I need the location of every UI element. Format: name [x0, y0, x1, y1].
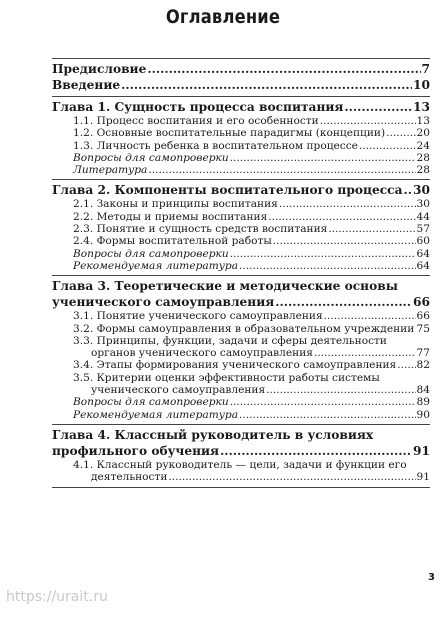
chapter-title: [52, 182, 430, 198]
leader-dots: [230, 396, 416, 408]
chapter-title: [52, 278, 430, 310]
chapter-title-line: [52, 99, 430, 115]
toc-chapter: [52, 180, 430, 276]
toc-subentry-line: [73, 198, 430, 210]
toc-subentry-line: [73, 396, 430, 408]
leader-dots: [273, 235, 416, 247]
toc-entry-page: 7: [421, 62, 430, 76]
toc-subentry: [52, 409, 430, 421]
toc-subentry: [52, 310, 430, 322]
leader-dots: [230, 248, 416, 260]
toc-subentry-page: 20: [416, 127, 430, 140]
watermark: https://urait.ru: [6, 589, 108, 605]
chapter-title-page: 66: [413, 295, 430, 310]
leader-dots: [275, 294, 412, 310]
toc-subentry-text: Литература: [73, 164, 148, 177]
chapter-title-page: 13: [413, 100, 430, 114]
toc-subentry: [52, 140, 430, 152]
toc-subentry-page: 57: [416, 223, 430, 236]
chapter-title-page: 30: [413, 183, 430, 198]
toc-subentry-page: 30: [416, 198, 430, 211]
toc-subentry-page: 66: [416, 310, 430, 323]
leader-dots: [239, 260, 416, 272]
toc-subentry: [52, 235, 430, 247]
toc-subentry-line: [73, 359, 430, 371]
leader-dots: [404, 182, 413, 198]
leader-dots: [324, 310, 416, 322]
toc-subentry: [52, 198, 430, 210]
toc-subentry-text: 3.1. Понятие ученического самоуправления: [73, 310, 323, 323]
toc-subentry-page: 24: [416, 139, 430, 152]
toc-subentry-line: [73, 310, 430, 322]
leader-dots: [168, 471, 415, 483]
toc-subentry-text: 2.4. Формы воспитательной работы: [73, 235, 272, 248]
chapter-title-text: Глава 4. Классный руководитель в условиях: [52, 427, 374, 442]
leader-dots: [314, 347, 416, 359]
toc-entry-text: Предисловие: [52, 62, 147, 76]
toc-subentry-page: 28: [416, 164, 430, 177]
toc-subentry: [52, 211, 430, 223]
toc-subentry-line: [73, 211, 430, 223]
leader-dots: [279, 198, 416, 210]
toc-subentry-page: 64: [416, 247, 430, 260]
table-of-contents: [52, 58, 430, 488]
toc-chapter: [52, 276, 430, 425]
chapter-title: [52, 99, 430, 115]
leader-dots: [268, 211, 415, 223]
toc-subentry-line: [73, 235, 430, 247]
toc-subentry-text: 3.2. Формы самоуправления в образовательном учреждении: [73, 322, 415, 335]
leader-dots: [320, 115, 416, 127]
toc-subentry-text: 2.3. Понятие и сущность средств воспитания: [73, 223, 328, 236]
toc-subentry-page: 28: [416, 151, 430, 164]
leader-dots: [230, 152, 416, 164]
toc-subentry-text: 2.2. Методы и приемы воспитания: [73, 210, 268, 223]
chapter-title-line: [52, 182, 430, 198]
toc-subentry-line: [73, 223, 430, 235]
chapter-title-line: [52, 294, 430, 310]
toc-subentry-text: Вопросы для самопроверки: [73, 151, 229, 164]
leader-dots: [220, 443, 412, 459]
toc-entry: [52, 77, 430, 93]
toc-subentry-line: [73, 323, 430, 335]
toc-subentry: [52, 127, 430, 139]
toc-entry: [52, 61, 430, 77]
leader-dots: [359, 140, 416, 152]
toc-subentry: [52, 335, 430, 360]
toc-subentry-line: [73, 260, 430, 272]
toc-subentry-text: Рекомендуемая литература: [73, 408, 239, 421]
toc-subentry-text: органов ученического самоуправления: [91, 347, 313, 360]
toc-subentry-text: 3.3. Принципы, функции, задачи и сферы деятельности: [73, 334, 387, 347]
toc-subentry-text: 1.2. Основные воспитательные парадигмы (концепции): [73, 127, 386, 140]
toc-entry-line: [52, 61, 430, 77]
toc-subentry-line: [73, 409, 430, 421]
chapter-title-text: профильного обучения: [52, 443, 220, 458]
chapter-title-text: ученического самоуправления: [52, 295, 275, 310]
toc-subentry-page: 13: [416, 115, 430, 127]
toc-subentry-text: ученического самоуправления: [91, 384, 266, 397]
toc-subentry-page: 90: [416, 408, 430, 421]
toc-subentry-line: [73, 115, 430, 127]
toc-intro: [52, 59, 430, 97]
toc-subentry-text: 3.4. Этапы формирования ученического самоуправления: [73, 359, 397, 372]
leader-dots: [328, 223, 415, 235]
toc-chapter: [52, 97, 430, 180]
toc-subentry: [52, 459, 430, 484]
toc-subentry: [52, 248, 430, 260]
toc-subentry-line: [73, 248, 430, 260]
toc-subentry-text: деятельности: [91, 471, 168, 484]
toc-subentry-line: [73, 471, 430, 483]
page-title: Оглавление: [165, 6, 281, 28]
chapter-title-page: 91: [413, 443, 430, 458]
toc-subentry-page: 77: [416, 347, 430, 360]
toc-subentry: [52, 359, 430, 371]
toc-subentry-text: 1.3. Личность ребенка в воспитательном процессе: [73, 139, 358, 152]
toc-subentry-line: [73, 152, 430, 164]
chapter-title-text: Глава 2. Компоненты воспитательного процесса: [52, 183, 403, 198]
toc-subentry-page: 82: [416, 359, 430, 372]
leader-dots: [266, 384, 415, 396]
leader-dots: [148, 164, 415, 176]
toc-subentry: [52, 152, 430, 164]
toc-subentry-text: Вопросы для самопроверки: [73, 396, 229, 409]
leader-dots: [344, 99, 412, 115]
toc-subentry-text: 3.5. Критерии оценки эффективности работы системы: [73, 371, 380, 384]
chapter-title-line: [52, 443, 430, 459]
toc-entry-text: Введение: [52, 78, 121, 92]
toc-subentry-page: 91: [416, 471, 430, 484]
toc-chapter: [52, 425, 430, 488]
toc-subentry-text: 1.1. Процесс воспитания и его особенности: [73, 115, 319, 127]
leader-dots: [386, 127, 415, 139]
toc-subentry-page: 75: [416, 322, 430, 335]
toc-subentry-line: [73, 140, 430, 152]
toc-subentry: [52, 164, 430, 176]
toc-subentry-page: 89: [416, 396, 430, 409]
toc-subentry: [52, 323, 430, 335]
chapter-title: [52, 427, 430, 459]
toc-entry-page: 10: [413, 78, 430, 92]
toc-subentry-text: 2.1. Законы и принципы воспитания: [73, 198, 278, 211]
toc-subentry: [52, 223, 430, 235]
toc-subentry: [52, 372, 430, 397]
toc-subentry: [52, 396, 430, 408]
toc-subentry: [52, 115, 430, 127]
leader-dots: [121, 77, 412, 93]
toc-subentry-line: [73, 127, 430, 139]
chapter-title-text: Глава 1. Сущность процесса воспитания: [52, 100, 344, 114]
toc-subentry-text: Рекомендуемая литература: [73, 259, 239, 272]
toc-subentry-page: 84: [416, 384, 430, 397]
toc-subentry-page: 64: [416, 259, 430, 272]
toc-subentry-page: 44: [416, 210, 430, 223]
toc-subentry: [52, 260, 430, 272]
toc-subentry-text: 4.1. Классный руководитель — цели, задачи и функции его: [73, 458, 407, 471]
toc-subentry-line: [73, 164, 430, 176]
toc-subentry-page: 60: [416, 235, 430, 248]
toc-subentry-text: Вопросы для самопроверки: [73, 247, 229, 260]
chapter-title-text: Глава 3. Теоретические и методические основы: [52, 279, 398, 294]
leader-dots: [239, 409, 416, 421]
toc-entry-line: [52, 77, 430, 93]
leader-dots: [147, 61, 420, 77]
page-number: 3: [428, 572, 435, 583]
toc-subentry-line: [73, 384, 430, 396]
toc-subentry-line: [73, 347, 430, 359]
leader-dots: [397, 359, 415, 371]
